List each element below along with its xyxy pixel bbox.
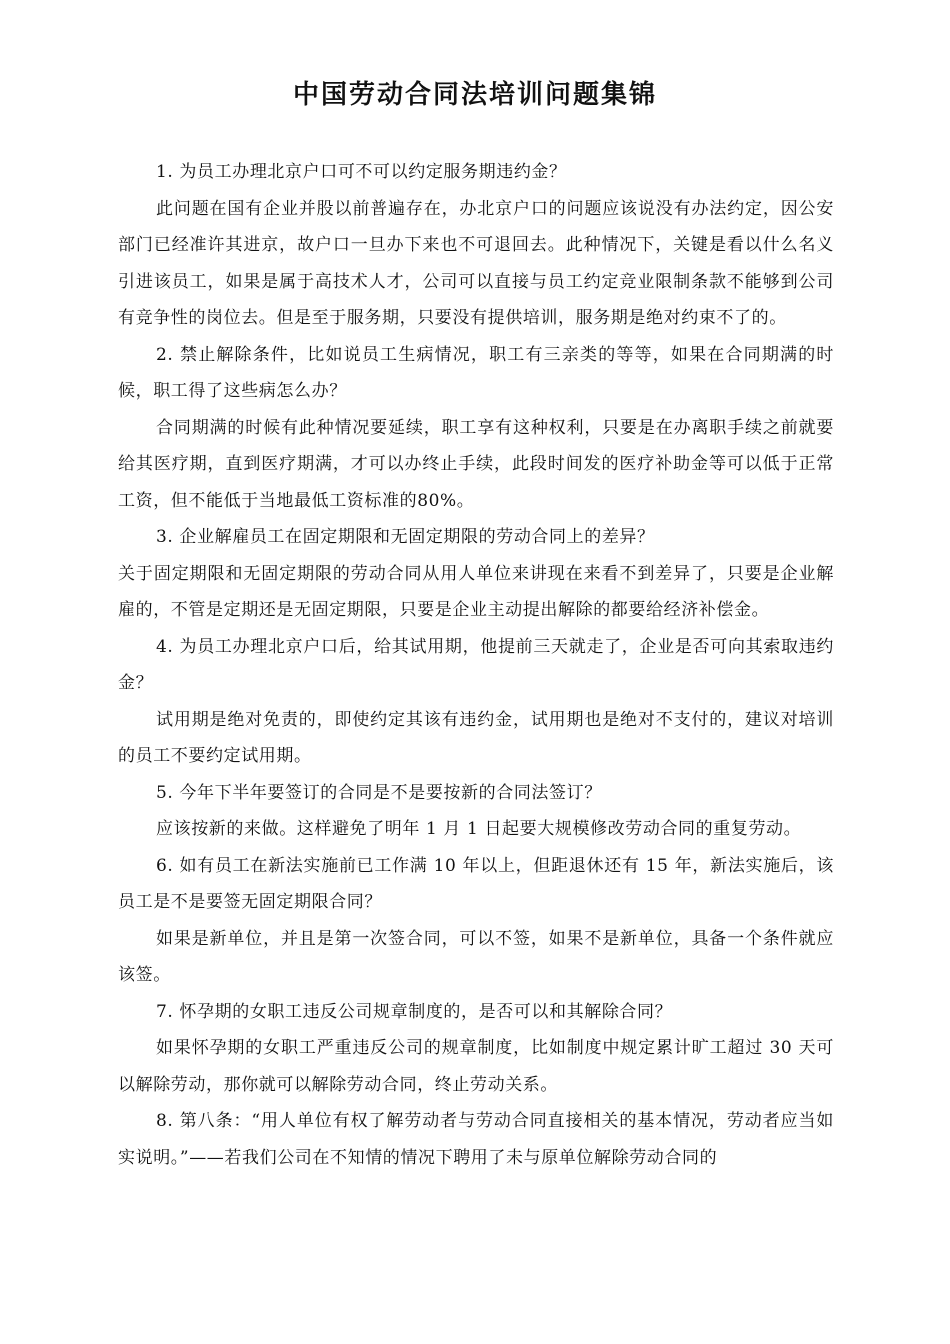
answer-3: 关于固定期限和无固定期限的劳动合同从用人单位来讲现在来看不到差异了，只要是企业解雇的，不管是定期还是无固定期限，只要是企业主动提出解除的都要给经济补偿金。 <box>118 563 834 620</box>
answer-7: 如果怀孕期的女职工严重违反公司的规章制度，比如制度中规定累计旷工超过 30 天可以解除劳动，那你就可以解除劳动合同，终止劳动关系。 <box>118 1038 834 1095</box>
answer-2: 合同期满的时候有此种情况要延续，职工享有这种权利，只要是在办离职手续之前就要给其医疗期，直到医疗期满，才可以办终止手续，此段时间发的医疗补助金等可以低于正常工资，但不能低于当地最低工资标准的80%。 <box>118 417 834 511</box>
question-3: 3. 企业解雇员工在固定期限和无固定期限的劳动合同上的差异？ <box>156 527 655 547</box>
question-6: 6. 如有员工在新法实施前已工作满 10 年以上，但距退休还有 15 年，新法实施后，该员工是不是要签无固定期限合同？ <box>118 855 834 912</box>
document-title: 中国劳动合同法培训问题集锦 <box>292 80 657 110</box>
question-2: 2. 禁止解除条件，比如说员工生病情况，职工有三亲类的等等，如果在合同期满的时候，职工得了这些病怎么办？ <box>118 344 834 401</box>
document-body <box>118 154 834 1176</box>
answer-6: 如果是新单位，并且是第一次签合同，可以不签，如果不是新单位，具备一个条件就应该签。 <box>118 928 834 985</box>
question-1: 1. 为员工办理北京户口可不可以约定服务期违约金？ <box>156 162 567 182</box>
question-4: 4. 为员工办理北京户口后，给其试用期，他提前三天就走了，企业是否可向其索取违约金？ <box>118 636 834 693</box>
answer-1: 此问题在国有企业并股以前普遍存在，办北京户口的问题应该说没有办法约定，因公安部门已经准许其进京，故户口一旦办下来也不可退回去。此种情况下，关键是看以什么名义引进该员工，如果是属于高技术人才，公司可以直接与员工约定竞业限制条款不能够到公司有竞争性的岗位去。但是至于服务期，只要没有提供培训，服务期是绝对约束不了的。 <box>118 198 834 328</box>
question-8: 8. 第八条：“用人单位有权了解劳动者与劳动合同直接相关的基本情况，劳动者应当如实说明。”——若我们公司在不知情的情况下聘用了未与原单位解除劳动合同的 <box>118 1111 834 1168</box>
answer-5: 应该按新的来做。这样避免了明年 1 月 1 日起要大规模修改劳动合同的重复劳动。 <box>156 819 802 839</box>
answer-4: 试用期是绝对免责的，即使约定其该有违约金，试用期也是绝对不支付的，建议对培训的员工不要约定试用期。 <box>118 709 834 766</box>
question-7: 7. 怀孕期的女职工违反公司规章制度的，是否可以和其解除合同？ <box>156 1001 673 1022</box>
question-5: 5. 今年下半年要签订的合同是不是要按新的合同法签订？ <box>156 782 602 803</box>
